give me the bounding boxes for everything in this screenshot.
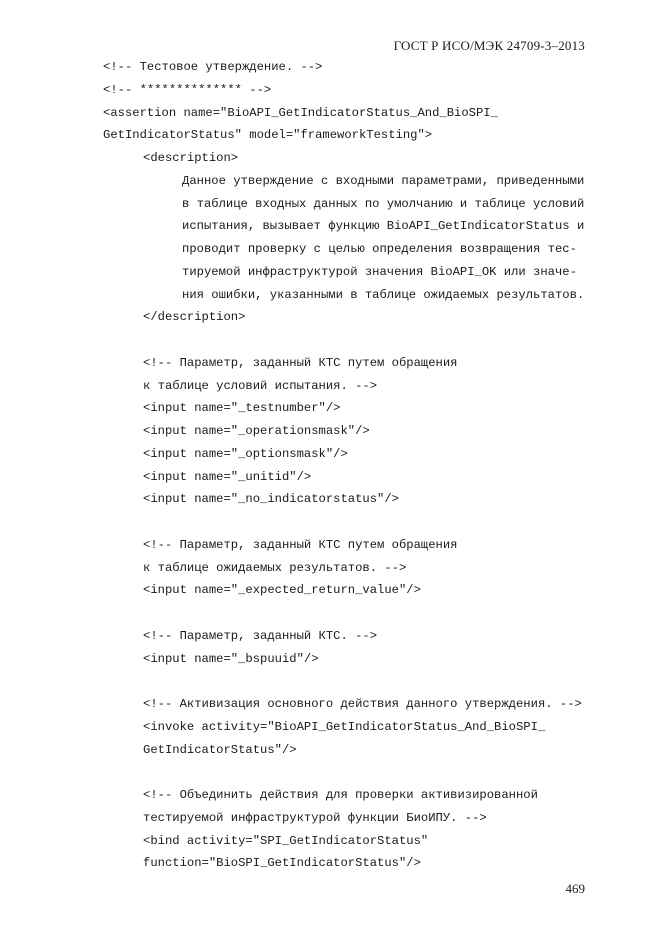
code-line: тируемой инфраструктурой значения BioAPI_OK или значе- [182, 264, 577, 279]
code-line: к таблице условий испытания. --> [143, 378, 378, 393]
code-line: Данное утверждение с входными параметрами, приведенными [182, 173, 585, 188]
code-line: <!-- Активизация основного действия данного утверждения. --> [143, 697, 582, 711]
code-line: <!-- Объединить действия для проверки активизированной [143, 788, 538, 802]
code-line: <!-- ************** --> [103, 82, 272, 97]
code-line: GetIndicatorStatus" model="frameworkTesting"> [103, 128, 433, 143]
code-line: <input name="_testnumber"/> [143, 401, 341, 416]
code-line: <input name="_expected_return_value"/> [143, 583, 421, 598]
code-line: <input name="_optionsmask"/> [143, 446, 348, 461]
page-number: 469 [565, 881, 585, 896]
code-line: function="BioSPI_GetIndicatorStatus"/> [143, 856, 421, 871]
code-line: тестируемой инфраструктурой функции БиоИПУ. --> [143, 810, 487, 825]
code-line: <input name="_no_indicatorstatus"/> [143, 492, 399, 507]
code-line: проводит проверку с целью определения возвращения тес- [182, 242, 577, 256]
code-line: <bind activity="SPI_GetIndicatorStatus" [143, 833, 429, 848]
document-header: ГОСТ Р ИСО/МЭК 24709-3–2013 [393, 38, 585, 53]
code-line: <input name="_operationsmask"/> [143, 424, 370, 438]
code-line: испытания, вызывает функцию BioAPI_GetIndicatorStatus и [182, 219, 585, 234]
code-line: <!-- Параметр, заданный КТС. --> [143, 628, 378, 643]
code-line: <input name="_bspuuid"/> [143, 651, 319, 666]
code-line: <assertion name="BioAPI_GetIndicatorStatus_And_BioSPI_ [103, 105, 498, 120]
code-line: GetIndicatorStatus"/> [143, 742, 297, 757]
code-line: ния ошибки, указанными в таблице ожидаемых результатов. [182, 287, 585, 302]
code-line: <!-- Параметр, заданный КТС путем обращения [143, 355, 458, 370]
code-line: </description> [143, 310, 246, 325]
code-line: <invoke activity="BioAPI_GetIndicatorStatus_And_BioSPI_ [143, 719, 546, 734]
code-line: в таблице входных данных по умолчанию и таблице условий [182, 196, 585, 211]
code-line: <description> [143, 151, 239, 165]
code-line: <input name="_unitid"/> [143, 469, 312, 484]
code-line: к таблице ожидаемых результатов. --> [143, 560, 407, 575]
code-line: <!-- Параметр, заданный КТС путем обращения [143, 537, 458, 552]
code-line: <!-- Тестовое утверждение. --> [103, 60, 323, 74]
